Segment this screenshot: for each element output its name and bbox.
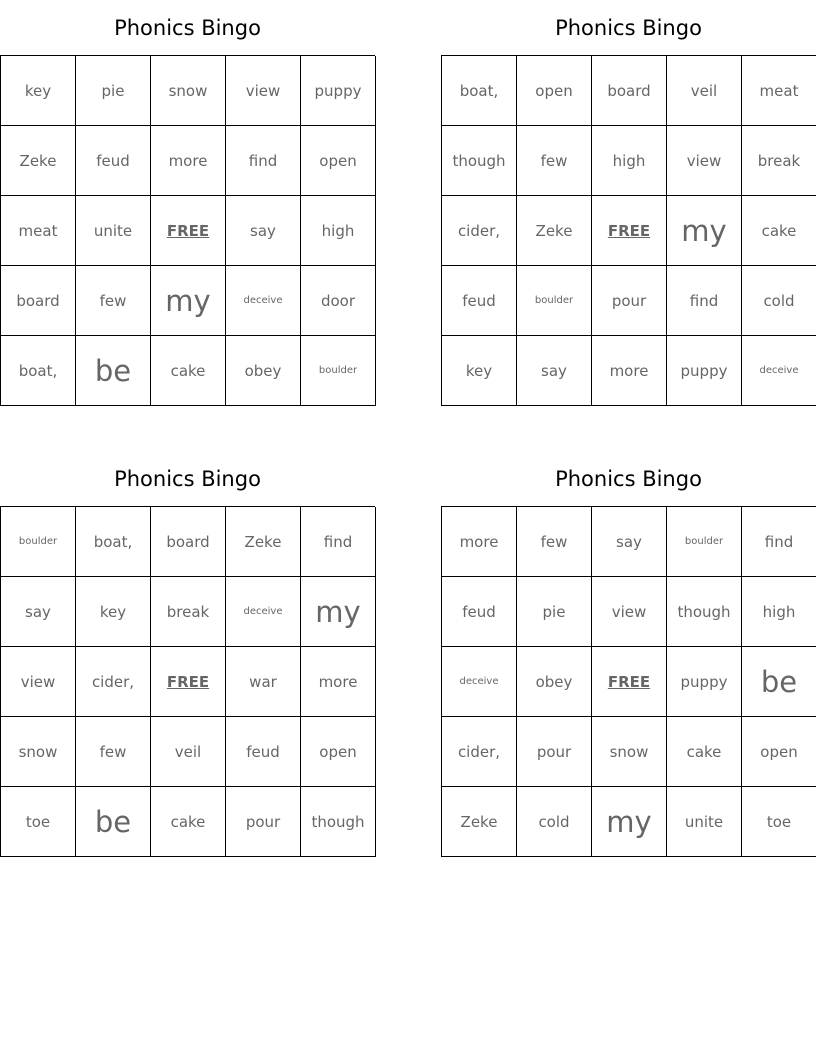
bingo-cell: though — [301, 787, 376, 857]
bingo-cell: boulder — [301, 336, 376, 406]
bingo-cell: high — [301, 196, 376, 266]
bingo-cell: boat, — [442, 56, 517, 126]
bingo-cell: meat — [742, 56, 816, 126]
bingo-cell: say — [1, 577, 76, 647]
bingo-cell: meat — [1, 196, 76, 266]
bingo-cell: key — [1, 56, 76, 126]
bingo-cell: feud — [442, 266, 517, 336]
free-space-cell: FREE — [151, 196, 226, 266]
bingo-cell: cake — [667, 717, 742, 787]
bingo-cell: snow — [151, 56, 226, 126]
bingo-cell: cider, — [76, 647, 151, 717]
bingo-cell: be — [742, 647, 816, 717]
bingo-cell: unite — [667, 787, 742, 857]
free-space-cell: FREE — [592, 647, 667, 717]
bingo-cell: puppy — [667, 647, 742, 717]
bingo-cell: say — [226, 196, 301, 266]
bingo-grid — [441, 55, 816, 406]
card-title: Phonics Bingo — [555, 467, 702, 491]
bingo-cell: open — [301, 126, 376, 196]
bingo-cell: few — [76, 266, 151, 336]
bingo-cell: my — [592, 787, 667, 857]
bingo-cell: view — [667, 126, 742, 196]
bingo-cell: be — [76, 336, 151, 406]
bingo-cell: board — [592, 56, 667, 126]
bingo-cell: break — [151, 577, 226, 647]
bingo-cell: be — [76, 787, 151, 857]
bingo-cell: pour — [517, 717, 592, 787]
bingo-cell: open — [301, 717, 376, 787]
bingo-cell: puppy — [301, 56, 376, 126]
bingo-cell: cake — [151, 336, 226, 406]
card-title: Phonics Bingo — [555, 16, 702, 40]
bingo-cell: unite — [76, 196, 151, 266]
bingo-cell: obey — [226, 336, 301, 406]
bingo-cell: cider, — [442, 196, 517, 266]
free-space-cell: FREE — [592, 196, 667, 266]
bingo-card-1 — [0, 0, 375, 406]
bingo-cell: my — [301, 577, 376, 647]
bingo-cell: key — [76, 577, 151, 647]
bingo-cell: more — [442, 507, 517, 577]
bingo-cell: though — [667, 577, 742, 647]
bingo-cell: say — [592, 507, 667, 577]
bingo-cell: high — [592, 126, 667, 196]
bingo-cell: few — [517, 126, 592, 196]
bingo-grid — [441, 506, 816, 857]
bingo-cell: find — [226, 126, 301, 196]
bingo-cell: war — [226, 647, 301, 717]
bingo-cell: toe — [1, 787, 76, 857]
bingo-cell: more — [592, 336, 667, 406]
bingo-cell: boulder — [1, 507, 76, 577]
bingo-cell: say — [517, 336, 592, 406]
bingo-cell: pie — [517, 577, 592, 647]
bingo-cell: view — [226, 56, 301, 126]
bingo-cell: door — [301, 266, 376, 336]
bingo-cell: boulder — [667, 507, 742, 577]
bingo-cell: cake — [151, 787, 226, 857]
bingo-cell: though — [442, 126, 517, 196]
bingo-grid — [0, 55, 375, 406]
bingo-cell: feud — [226, 717, 301, 787]
bingo-cell: pie — [76, 56, 151, 126]
bingo-card-2 — [441, 0, 816, 406]
bingo-cell: few — [76, 717, 151, 787]
bingo-cell: obey — [517, 647, 592, 717]
bingo-cell: high — [742, 577, 816, 647]
bingo-cell: view — [592, 577, 667, 647]
bingo-cell: more — [301, 647, 376, 717]
bingo-cell: cake — [742, 196, 816, 266]
bingo-cell: more — [151, 126, 226, 196]
bingo-cell: boat, — [76, 507, 151, 577]
bingo-cell: snow — [592, 717, 667, 787]
bingo-cell: key — [442, 336, 517, 406]
card-title: Phonics Bingo — [114, 467, 261, 491]
bingo-cell: Zeke — [226, 507, 301, 577]
bingo-cell: my — [667, 196, 742, 266]
bingo-cell: deceive — [226, 577, 301, 647]
bingo-cell: cold — [517, 787, 592, 857]
bingo-cell: feud — [442, 577, 517, 647]
bingo-cell: snow — [1, 717, 76, 787]
bingo-cell: deceive — [742, 336, 816, 406]
bingo-cell: find — [301, 507, 376, 577]
bingo-cell: Zeke — [1, 126, 76, 196]
bingo-cell: puppy — [667, 336, 742, 406]
bingo-cell: deceive — [226, 266, 301, 336]
bingo-cell: feud — [76, 126, 151, 196]
bingo-cell: view — [1, 647, 76, 717]
bingo-cell: Zeke — [517, 196, 592, 266]
bingo-card-3 — [0, 451, 375, 857]
bingo-cell: deceive — [442, 647, 517, 717]
bingo-cell: Zeke — [442, 787, 517, 857]
bingo-cell: cider, — [442, 717, 517, 787]
bingo-cell: break — [742, 126, 816, 196]
bingo-grid — [0, 506, 375, 857]
bingo-cell: veil — [667, 56, 742, 126]
bingo-cell: boat, — [1, 336, 76, 406]
bingo-cell: board — [1, 266, 76, 336]
bingo-cell: board — [151, 507, 226, 577]
bingo-cell: my — [151, 266, 226, 336]
bingo-cell: find — [667, 266, 742, 336]
bingo-cell: open — [517, 56, 592, 126]
bingo-cell: few — [517, 507, 592, 577]
bingo-cell: open — [742, 717, 816, 787]
bingo-cell: find — [742, 507, 816, 577]
bingo-cell: cold — [742, 266, 816, 336]
bingo-cell: boulder — [517, 266, 592, 336]
card-title: Phonics Bingo — [114, 16, 261, 40]
bingo-cell: veil — [151, 717, 226, 787]
bingo-cell: pour — [592, 266, 667, 336]
bingo-card-4 — [441, 451, 816, 857]
free-space-cell: FREE — [151, 647, 226, 717]
bingo-cell: toe — [742, 787, 816, 857]
bingo-cell: pour — [226, 787, 301, 857]
